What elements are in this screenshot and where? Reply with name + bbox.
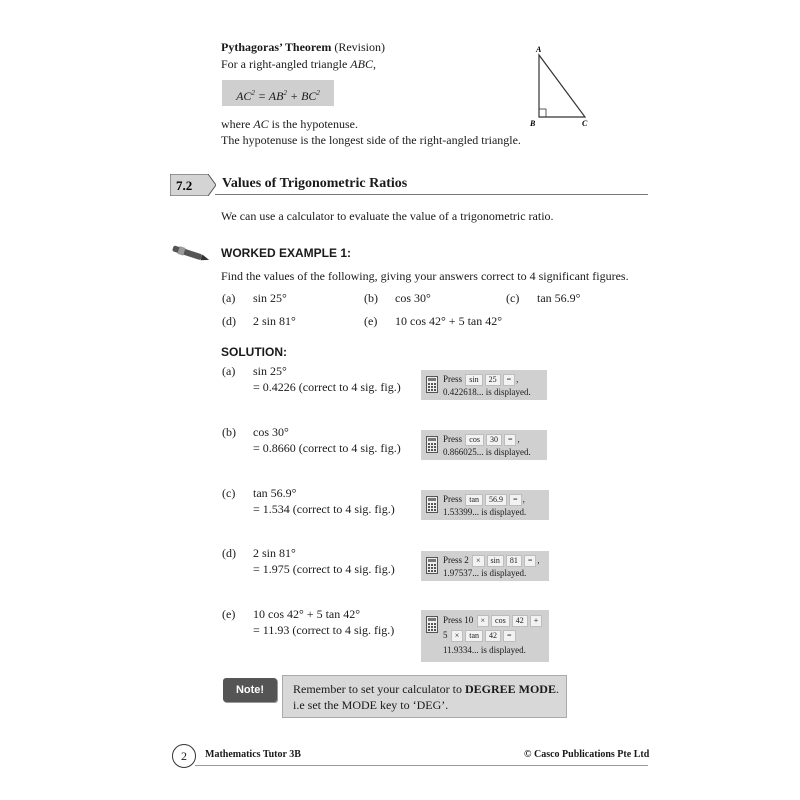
section-number: 7.2: [176, 178, 193, 193]
page-number: 2: [172, 744, 196, 768]
calculator-steps: Press 10 × cos 42 + 5 × tan 42 = 11.9334... is displayed.: [421, 610, 549, 662]
calculator-display-text: 11.9334... is displayed.: [443, 645, 526, 655]
triangle-shape: [539, 55, 585, 117]
solution-expression: tan 56.9°: [253, 486, 297, 500]
question-label: (c): [506, 291, 520, 305]
calculator-key: 56.9: [485, 494, 507, 506]
calculator-steps: Press tan 56.9 = , 1.53399... is displayed.: [421, 490, 549, 520]
question-expression: tan 56.9°: [537, 291, 581, 305]
calculator-key: tan: [465, 494, 483, 506]
solution-label: (a): [222, 364, 236, 378]
calculator-display-text: 0.866025... is displayed.: [443, 447, 531, 457]
worked-example-instruction: Find the values of the following, giving your answers correct to 4 significant figures.: [221, 269, 629, 283]
calculator-key: =: [503, 374, 516, 386]
solution-answer: = 0.8660 (correct to 4 sig. fig.): [253, 441, 401, 455]
calculator-display-text: 1.53399... is displayed.: [443, 507, 527, 517]
note-line-1: Remember to set your calculator to DEGREE MODE.: [293, 682, 559, 696]
question-label: (d): [222, 314, 236, 328]
calculator-key: 42: [512, 615, 528, 627]
calculator-key: =: [503, 630, 516, 642]
footer-divider: [195, 765, 648, 766]
solution-title: SOLUTION:: [221, 345, 287, 359]
question-expression: cos 30°: [395, 291, 431, 305]
calculator-key: =: [504, 434, 517, 446]
pythagoras-title: Pythagoras’ Theorem (Revision): [221, 40, 385, 54]
calculator-steps: Press cos 30 = , 0.866025... is displayed.: [421, 430, 547, 460]
copyright: © Casco Publications Pte Ltd: [524, 749, 650, 760]
calculator-key: 30: [486, 434, 502, 446]
calculator-key: ×: [477, 615, 490, 627]
pythagoras-formula: $AC^2 = AB^2 + BC^2$: [222, 80, 334, 106]
calculator-key: cos: [491, 615, 510, 627]
hypotenuse-definition: The hypotenuse is the longest side of the right-angled triangle.: [221, 133, 521, 147]
book-title: Mathematics Tutor 3B: [205, 749, 301, 760]
calculator-icon: [426, 436, 438, 453]
calculator-icon: [426, 616, 438, 633]
calculator-icon: [426, 376, 438, 393]
note-badge: Note!: [223, 678, 277, 702]
question-expression: 2 sin 81°: [253, 314, 296, 328]
section-number-tab: [170, 174, 216, 196]
vertex-b-label: B: [530, 119, 536, 128]
section-divider: [215, 194, 648, 195]
right-triangle-diagram: [525, 42, 595, 128]
solution-label: (d): [222, 546, 236, 560]
question-label: (b): [364, 291, 378, 305]
solution-expression: 10 cos 42° + 5 tan 42°: [253, 607, 361, 621]
solution-label: (b): [222, 425, 236, 439]
right-angle-marker: [539, 109, 546, 117]
worked-example-title: WORKED EXAMPLE 1:: [221, 246, 352, 260]
calculator-key: cos: [465, 434, 484, 446]
vertex-a-label: A: [536, 45, 542, 54]
calculator-key: 42: [485, 630, 501, 642]
question-label: (a): [222, 291, 236, 305]
calculator-key: ×: [472, 555, 485, 567]
solution-answer: = 0.4226 (correct to 4 sig. fig.): [253, 380, 401, 394]
calculator-steps: Press sin 25 = , 0.422618... is displayed.: [421, 370, 547, 400]
calculator-key: +: [530, 615, 543, 627]
calculator-key: ×: [451, 630, 464, 642]
section-title: Values of Trigonometric Ratios: [222, 176, 408, 191]
calculator-key: =: [509, 494, 522, 506]
calculator-icon: [426, 557, 438, 574]
hypotenuse-note: where AC is the hypotenuse.: [221, 117, 358, 131]
note-box: [282, 675, 567, 718]
calculator-display-text: 0.422618... is displayed.: [443, 387, 531, 397]
calculator-key: sin: [465, 374, 482, 386]
solution-answer: = 1.534 (correct to 4 sig. fig.): [253, 502, 395, 516]
solution-expression: 2 sin 81°: [253, 546, 296, 560]
calculator-key: sin: [487, 555, 504, 567]
note-line-2: i.e set the MODE key to ‘DEG’.: [293, 698, 449, 712]
calculator-key: =: [524, 555, 537, 567]
calculator-display-text: 1.97537... is displayed.: [443, 568, 527, 578]
question-expression: 10 cos 42° + 5 tan 42°: [395, 314, 503, 328]
solution-answer: = 11.93 (correct to 4 sig. fig.): [253, 623, 395, 637]
pythagoras-intro: For a right-angled triangle ABC,: [221, 57, 376, 71]
calculator-key: 81: [506, 555, 522, 567]
solution-label: (c): [222, 486, 236, 500]
pen-icon: [170, 244, 212, 264]
calculator-key: tan: [465, 630, 483, 642]
calculator-icon: [426, 496, 438, 513]
solution-answer: = 1.975 (correct to 4 sig. fig.): [253, 562, 395, 576]
solution-label: (e): [222, 607, 236, 621]
calculator-steps: Press 2 × sin 81 = , 1.97537... is displayed.: [421, 551, 549, 581]
calculator-key: 25: [485, 374, 501, 386]
section-intro: We can use a calculator to evaluate the value of a trigonometric ratio.: [221, 209, 554, 223]
solution-expression: sin 25°: [253, 364, 287, 378]
question-expression: sin 25°: [253, 291, 287, 305]
solution-expression: cos 30°: [253, 425, 289, 439]
vertex-c-label: C: [582, 119, 588, 128]
question-label: (e): [364, 314, 378, 328]
